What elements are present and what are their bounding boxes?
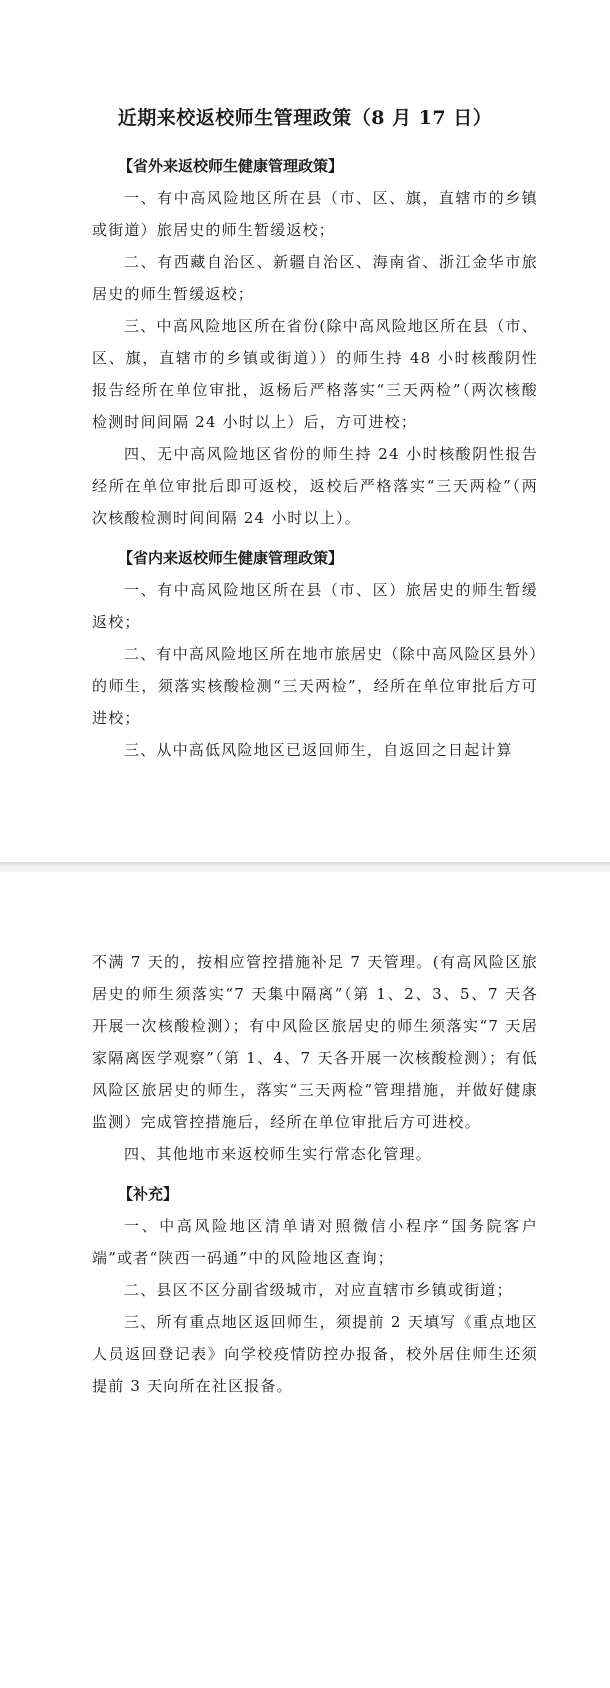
supplement-item-2: 二、县区不区分副省级城市，对应直辖市乡镇或街道； <box>124 1281 513 1299</box>
document-page-2 <box>0 872 610 1688</box>
inside-item-3-continuation: 不满 7 天的，按相应管控措施补足 7 天管理。(有高风险区旅居史的师生须落实“7 天集中隔离”（第 1、2、3、5、7 天各开展一次核酸检测）；有中风险区旅居史的师生须落实“7 天居家隔离医学观察”（第 1、4、7 天各开展一次核酸检测）；有低风险区旅居史的师生，落实“三天两检”管理措施，并做好健康监测）完成管控措施后，经所在单位审批后方可进校。 <box>92 953 538 1131</box>
page-separator <box>0 862 610 872</box>
outside-item-2: 二、有西藏自治区、新疆自治区、海南省、浙江金华市旅居史的师生暂缓返校； <box>92 253 538 303</box>
inside-item-2: 二、有中高风险地区所在地市旅居史（除中高风险区县外）的师生，须落实核酸检测“三天两检”，经所在单位审批后方可进校； <box>92 645 538 727</box>
supplement-item-3: 三、所有重点地区返回师生，须提前 2 天填写《重点地区人员返回登记表》向学校疫情防控办报备，校外居住师生还须提前 3 天向所在社区报备。 <box>92 1313 538 1395</box>
inside-item-1: 一、有中高风险地区所在县（市、区）旅居史的师生暂缓返校； <box>92 581 538 631</box>
section-spacer <box>92 1170 538 1178</box>
section-heading-outside: 【省外来返校师生健康管理政策】 <box>118 157 344 175</box>
inside-item-4: 四、其他地市来返校师生实行常态化管理。 <box>124 1145 432 1163</box>
section-heading-supplement: 【补充】 <box>118 1185 179 1203</box>
section-heading-inside: 【省内来返校师生健康管理政策】 <box>118 549 344 567</box>
inside-item-3: 三、从中高低风险地区已返回师生，自返回之日起计算 <box>124 741 513 759</box>
page-1-content <box>92 150 538 766</box>
section-spacer <box>92 534 538 542</box>
outside-item-4: 四、无中高风险地区省份的师生持 24 小时核酸阴性报告经所在单位审批后即可返校，返校后严格落实“三天两检”（两次核酸检测时间间隔 24 小时以上）。 <box>92 445 538 527</box>
outside-item-3: 三、中高风险地区所在省份(除中高风险地区所在县（市、区、旗，直辖市的乡镇或街道））的师生持 48 小时核酸阴性报告经所在单位审批，返杨后严格落实“三天两检”（两次核酸检测时间间隔 24 小时以上）后，方可进校； <box>92 317 538 431</box>
document-title: 近期来校返校师生管理政策（8 月 17 日） <box>117 107 493 129</box>
page-2-content <box>92 946 538 1402</box>
outside-item-1: 一、有中高风险地区所在县（市、区、旗，直辖市的乡镇或街道）旅居史的师生暂缓返校； <box>92 189 538 239</box>
supplement-item-1: 一、中高风险地区清单请对照微信小程序“国务院客户端”或者“陕西一码通”中的风险地区查询； <box>92 1217 538 1267</box>
